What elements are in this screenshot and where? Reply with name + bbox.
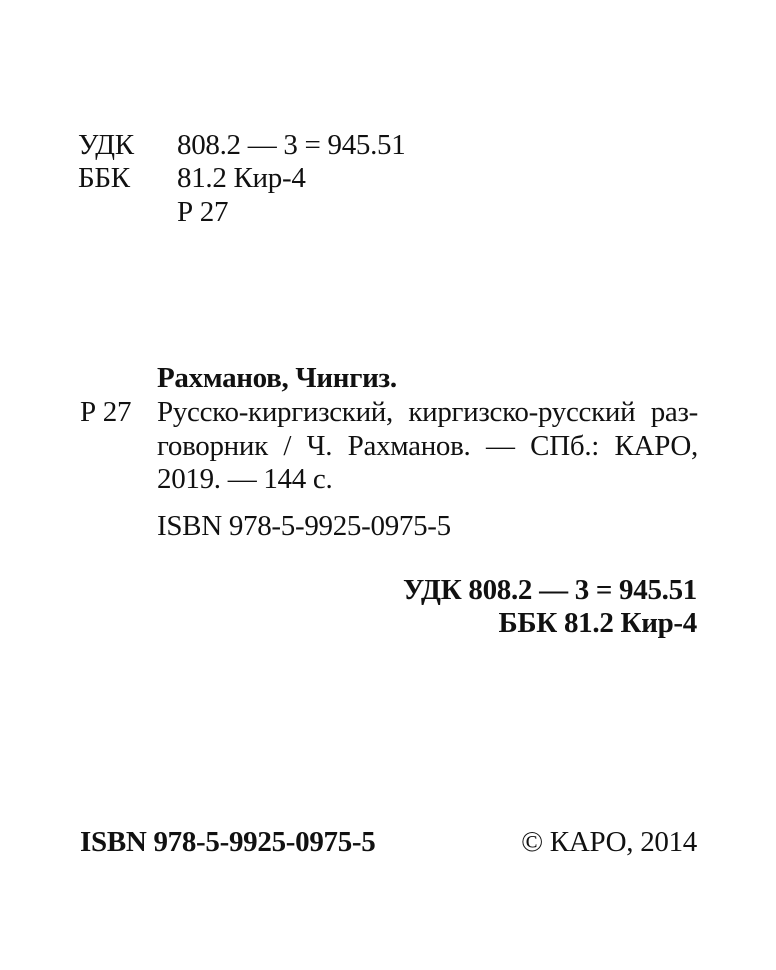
- record-isbn: ISBN 978-5-9925-0975-5: [157, 510, 451, 542]
- copyright-notice: © КАРО, 2014: [521, 826, 697, 858]
- record-author-code: Р 27: [80, 396, 132, 428]
- description-line: Русско-киргизский, киргизско-русский раз-: [157, 396, 698, 428]
- footer-isbn: ISBN 978-5-9925-0975-5: [80, 826, 376, 858]
- description-line: говорник / Ч. Рахманов. — СПб.: КАРО,: [157, 430, 698, 462]
- author-heading: Рахманов, Чингиз.: [157, 362, 397, 394]
- udk-value: 808.2 — 3 = 945.51: [177, 129, 406, 161]
- bbk-summary: ББК 81.2 Кир-4: [498, 607, 697, 639]
- description-line: 2019. — 144 с.: [157, 463, 333, 495]
- bbk-value: 81.2 Кир-4: [177, 162, 306, 194]
- author-code: Р 27: [177, 196, 229, 228]
- bbk-label: ББК: [78, 162, 130, 194]
- udk-summary: УДК 808.2 — 3 = 945.51: [402, 574, 697, 606]
- udk-label: УДК: [78, 129, 134, 161]
